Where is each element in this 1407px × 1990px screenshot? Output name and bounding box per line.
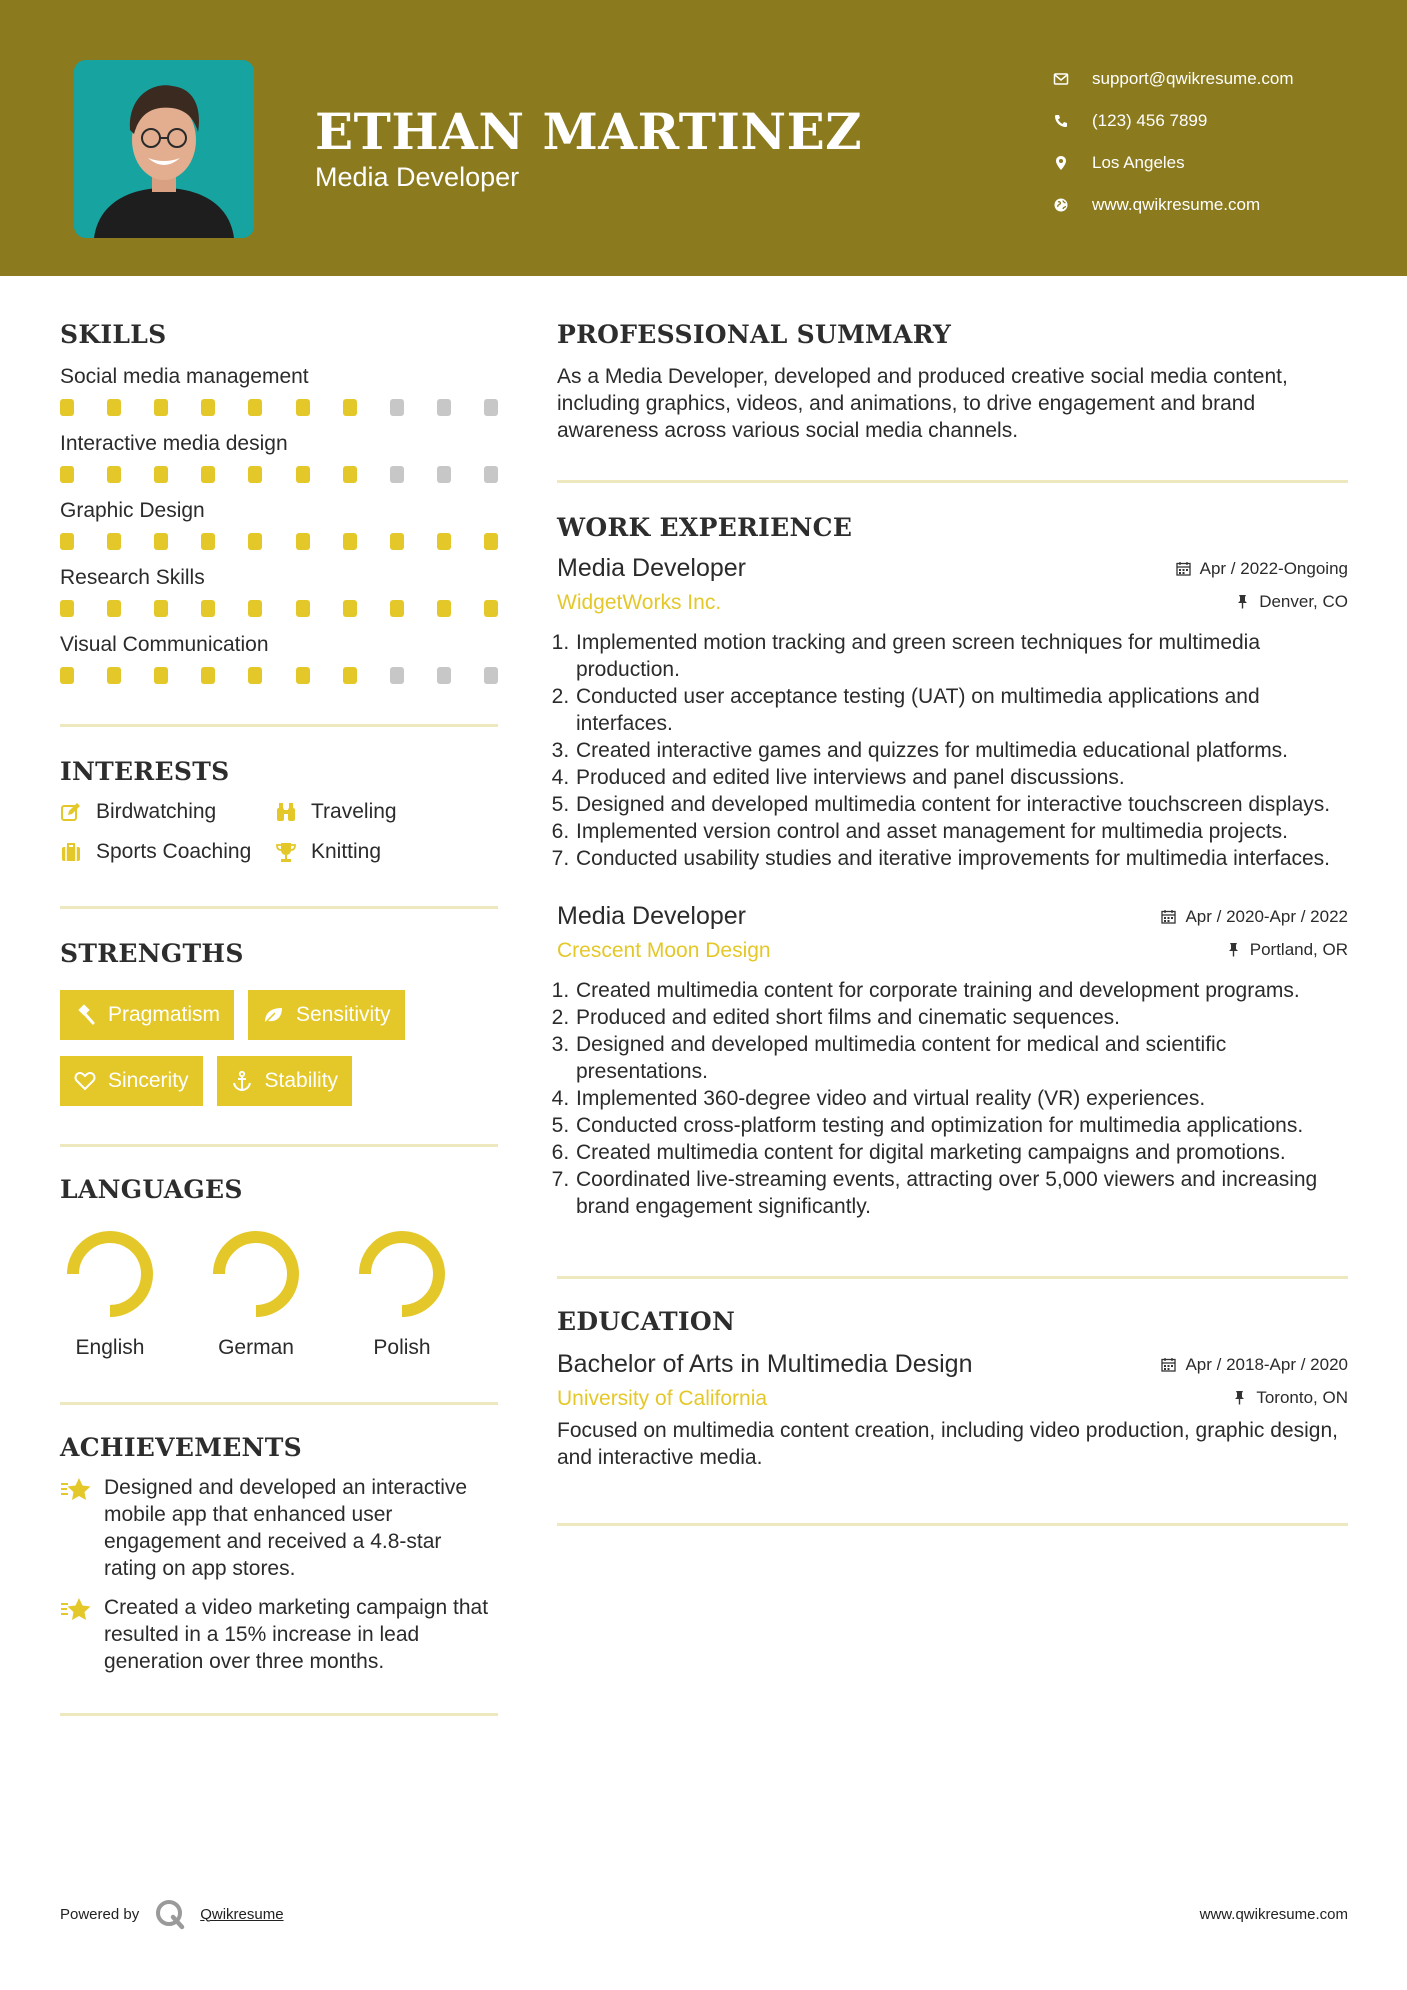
contact-location-text: Los Angeles — [1092, 153, 1185, 172]
language-gauge — [66, 1230, 154, 1318]
skill-dot-filled — [343, 466, 357, 483]
skill-name: Social media management — [60, 365, 309, 388]
skill-dot-filled — [248, 667, 262, 684]
list-item: 2. Conducted user acceptance testing (UAT) on multimedia applications and interfaces. — [575, 683, 1348, 737]
skill-dot-filled — [201, 399, 215, 416]
list-item: 3. Created interactive games and quizzes for multimedia educational platforms. — [575, 737, 1348, 764]
skill-dot-filled — [296, 667, 310, 684]
contact-email[interactable] — [1050, 58, 1294, 100]
header-banner — [0, 0, 1407, 276]
skill-dot-empty — [484, 667, 498, 684]
skill-dot-filled — [107, 600, 121, 617]
education-heading: EDUCATION — [557, 1307, 736, 1336]
anchor-icon — [231, 1070, 253, 1092]
job-location-text: Denver, CO — [1259, 591, 1348, 611]
skill-dot-empty — [484, 399, 498, 416]
interest-label: Traveling — [311, 800, 397, 823]
left-column — [60, 320, 498, 1716]
skill-dot-filled — [201, 533, 215, 550]
footer-website[interactable]: www.qwikresume.com — [1199, 1905, 1348, 1923]
skill-dot-filled — [248, 533, 262, 550]
interests-heading: INTERESTS — [60, 757, 230, 786]
skill-dot-filled — [107, 466, 121, 483]
skill-dot-filled — [154, 667, 168, 684]
school-name: University of California — [557, 1387, 768, 1410]
skill-dot-filled — [390, 600, 404, 617]
language-item — [212, 1230, 300, 1360]
star-icon — [60, 1594, 94, 1675]
achievement-text: Created a video marketing campaign that resulted in a 15% increase in lead generation over three months. — [104, 1596, 489, 1673]
skill-dot-filled — [60, 667, 74, 684]
gavel-icon — [74, 1004, 96, 1026]
skill-dot-empty — [437, 667, 451, 684]
candidate-title: Media Developer — [315, 162, 520, 192]
contact-website-text: www.qwikresume.com — [1092, 195, 1261, 214]
skill-dot-filled — [343, 600, 357, 617]
skill-name: Interactive media design — [60, 432, 288, 455]
skill-dot-empty — [484, 466, 498, 483]
achievement-item — [60, 1474, 498, 1582]
achievement-item — [60, 1594, 498, 1675]
section-divider — [60, 906, 498, 909]
skill-dot-empty — [390, 667, 404, 684]
languages-section — [60, 1175, 498, 1360]
qwikresume-logo-icon — [154, 1898, 186, 1930]
job-dates — [1176, 559, 1348, 579]
skill-name: Research Skills — [60, 566, 205, 589]
list-item: 1. Implemented motion tracking and green screen techniques for multimedia production. — [575, 629, 1348, 683]
qwikresume-link[interactable]: Qwikresume — [200, 1905, 284, 1923]
skill-dot-filled — [296, 600, 310, 617]
strength-label: Pragmatism — [108, 1003, 221, 1026]
skill-dot-filled — [201, 667, 215, 684]
powered-by — [60, 1898, 284, 1930]
skill-dot-filled — [107, 399, 121, 416]
contact-website[interactable] — [1050, 184, 1294, 226]
contact-location — [1050, 142, 1294, 184]
skill-rating — [60, 667, 498, 684]
interest-item — [60, 800, 275, 824]
skill-dot-filled — [484, 533, 498, 550]
summary-text: As a Media Developer, developed and produced creative social media content, including graphics, videos, and animations, to drive engagement and brand awareness across various social media channels. — [557, 365, 1288, 442]
job-location — [1226, 940, 1348, 960]
section-divider — [557, 1523, 1348, 1526]
skill-dot-filled — [343, 533, 357, 550]
section-divider — [60, 1713, 498, 1716]
job-location-text: Portland, OR — [1249, 939, 1348, 959]
skill-dot-filled — [60, 600, 74, 617]
contact-list — [1050, 58, 1294, 226]
pushpin-icon — [1235, 594, 1250, 609]
pushpin-icon — [1226, 942, 1241, 957]
skill-dot-filled — [60, 466, 74, 483]
section-divider — [60, 1402, 498, 1405]
language-label: English — [75, 1336, 145, 1359]
job-responsibilities — [557, 977, 1348, 1220]
list-item: 4. Implemented 360-degree video and virtual reality (VR) experiences. — [575, 1085, 1348, 1112]
skill-name: Visual Communication — [60, 633, 269, 656]
summary-section — [557, 320, 1348, 444]
job-dates-text: Apr / 2022-Ongoing — [1199, 558, 1348, 578]
interest-label: Knitting — [311, 840, 382, 863]
job-dates — [1161, 907, 1348, 927]
language-gauge-arc — [365, 1237, 439, 1311]
language-gauge-arc — [219, 1237, 293, 1311]
skill-rating — [60, 466, 498, 483]
language-label: Polish — [373, 1336, 431, 1359]
skill-dot-filled — [154, 399, 168, 416]
job-title: Media Developer — [557, 902, 746, 930]
list-item: 5. Designed and developed multimedia content for interactive touchscreen displays. — [575, 791, 1348, 818]
language-gauge — [358, 1230, 446, 1318]
skill-dot-filled — [60, 399, 74, 416]
interests-section — [60, 757, 498, 864]
avatar — [74, 60, 254, 238]
company-name: WidgetWorks Inc. — [557, 591, 722, 614]
job-dates-text: Apr / 2020-Apr / 2022 — [1185, 906, 1348, 926]
education-dates-text: Apr / 2018-Apr / 2020 — [1185, 1354, 1348, 1374]
skill-dot-filled — [390, 533, 404, 550]
skill-dot-filled — [248, 399, 262, 416]
pencil-square-icon — [60, 800, 86, 824]
job-entry — [557, 902, 1348, 1220]
job-location — [1235, 592, 1348, 612]
skill-dot-filled — [343, 667, 357, 684]
binoculars-icon — [275, 800, 301, 824]
education-description: Focused on multimedia content creation, including video production, graphic design, and interactive media. — [557, 1419, 1338, 1469]
strength-label: Stability — [264, 1069, 339, 1092]
education-location — [1232, 1388, 1348, 1408]
strengths-heading: STRENGTHS — [60, 939, 244, 968]
envelope-icon — [1050, 68, 1072, 90]
skill-dot-filled — [437, 533, 451, 550]
list-item: 6. Implemented version control and asset management for multimedia projects. — [575, 818, 1348, 845]
skill-dot-filled — [107, 667, 121, 684]
skill-dot-filled — [296, 466, 310, 483]
education-location-text: Toronto, ON — [1256, 1387, 1348, 1407]
skill-dot-filled — [201, 466, 215, 483]
calendar-icon — [1176, 561, 1191, 576]
strength-tag — [217, 1056, 353, 1106]
achievements-heading: ACHIEVEMENTS — [60, 1433, 302, 1462]
skill-dot-empty — [390, 466, 404, 483]
job-entry — [557, 554, 1348, 872]
globe-icon — [1050, 194, 1072, 216]
skill-dot-filled — [107, 533, 121, 550]
list-item: 4. Produced and edited live interviews and panel discussions. — [575, 764, 1348, 791]
skills-section — [60, 320, 498, 684]
list-item: 2. Produced and edited short films and cinematic sequences. — [575, 1004, 1348, 1031]
list-item: 5. Conducted cross-platform testing and optimization for multimedia applications. — [575, 1112, 1348, 1139]
skill-dot-empty — [390, 399, 404, 416]
heart-icon — [74, 1070, 96, 1092]
interest-item — [60, 840, 275, 864]
degree-title: Bachelor of Arts in Multimedia Design — [557, 1350, 973, 1378]
skills-heading: SKILLS — [60, 320, 167, 349]
map-pin-icon — [1050, 152, 1072, 174]
skill-dot-filled — [343, 399, 357, 416]
strength-tag — [60, 990, 234, 1040]
experience-heading: WORK EXPERIENCE — [557, 513, 853, 542]
section-divider — [557, 1276, 1348, 1279]
star-icon — [60, 1474, 94, 1582]
job-responsibilities — [557, 629, 1348, 872]
skill-dot-filled — [484, 600, 498, 617]
skill-rating — [60, 399, 498, 416]
interest-item — [275, 800, 495, 824]
powered-by-label: Powered by — [60, 1905, 140, 1923]
calendar-icon — [1161, 909, 1176, 924]
skill-dot-filled — [60, 533, 74, 550]
summary-heading: PROFESSIONAL SUMMARY — [557, 320, 952, 349]
language-label: German — [218, 1336, 294, 1359]
briefcase-icon — [60, 840, 86, 864]
languages-heading: LANGUAGES — [60, 1175, 243, 1204]
skill-dot-filled — [296, 399, 310, 416]
strength-label: Sensitivity — [296, 1003, 391, 1026]
skill-dot-filled — [154, 533, 168, 550]
interest-item — [275, 840, 495, 864]
interest-label: Sports Coaching — [96, 840, 252, 863]
list-item: 1. Created multimedia content for corporate training and development programs. — [575, 977, 1348, 1004]
list-item: 3. Designed and developed multimedia content for medical and scientific presentations. — [575, 1031, 1348, 1085]
section-divider — [60, 724, 498, 727]
job-title: Media Developer — [557, 554, 746, 582]
skill-dot-filled — [201, 600, 215, 617]
contact-phone-text: (123) 456 7899 — [1092, 111, 1208, 130]
profile-photo — [74, 60, 254, 238]
trophy-icon — [275, 840, 301, 864]
skill-dot-filled — [248, 466, 262, 483]
experience-section — [557, 513, 1348, 1220]
strength-tag — [60, 1056, 203, 1106]
language-gauge-arc — [73, 1237, 147, 1311]
right-column — [557, 320, 1348, 1526]
list-item: 7. Conducted usability studies and iterative improvements for multimedia interfaces. — [575, 845, 1348, 872]
candidate-name: ETHAN MARTINEZ — [315, 102, 863, 161]
list-item: 7. Coordinated live-streaming events, attracting over 5,000 viewers and increasing brand engagement significantly. — [575, 1166, 1348, 1220]
skill-dot-filled — [248, 600, 262, 617]
education-section — [557, 1307, 1348, 1471]
calendar-icon — [1161, 1357, 1176, 1372]
contact-phone[interactable] — [1050, 100, 1294, 142]
skill-name: Graphic Design — [60, 499, 205, 522]
footer — [60, 1898, 1348, 1930]
company-name: Crescent Moon Design — [557, 939, 771, 962]
skill-dot-filled — [154, 466, 168, 483]
language-item — [66, 1230, 154, 1360]
skill-dot-empty — [437, 466, 451, 483]
pushpin-icon — [1232, 1390, 1247, 1405]
skill-dot-filled — [437, 600, 451, 617]
strength-label: Sincerity — [108, 1069, 189, 1092]
achievements-section — [60, 1433, 498, 1675]
skill-dot-empty — [437, 399, 451, 416]
language-item — [358, 1230, 446, 1360]
skill-dot-filled — [296, 533, 310, 550]
skill-dot-filled — [154, 600, 168, 617]
language-gauge — [212, 1230, 300, 1318]
leaf-icon — [262, 1004, 284, 1026]
contact-email-text: support@qwikresume.com — [1092, 69, 1294, 88]
strength-tag — [248, 990, 405, 1040]
achievement-text: Designed and developed an interactive mobile app that enhanced user engagement and received a 4.8-star rating on app stores. — [104, 1476, 468, 1580]
interest-label: Birdwatching — [96, 800, 217, 823]
section-divider — [60, 1144, 498, 1147]
strengths-section — [60, 939, 498, 1106]
education-dates — [1161, 1355, 1348, 1375]
phone-icon — [1050, 110, 1072, 132]
skill-rating — [60, 533, 498, 550]
list-item: 6. Created multimedia content for digital marketing campaigns and promotions. — [575, 1139, 1348, 1166]
section-divider — [557, 480, 1348, 483]
skill-rating — [60, 600, 498, 617]
